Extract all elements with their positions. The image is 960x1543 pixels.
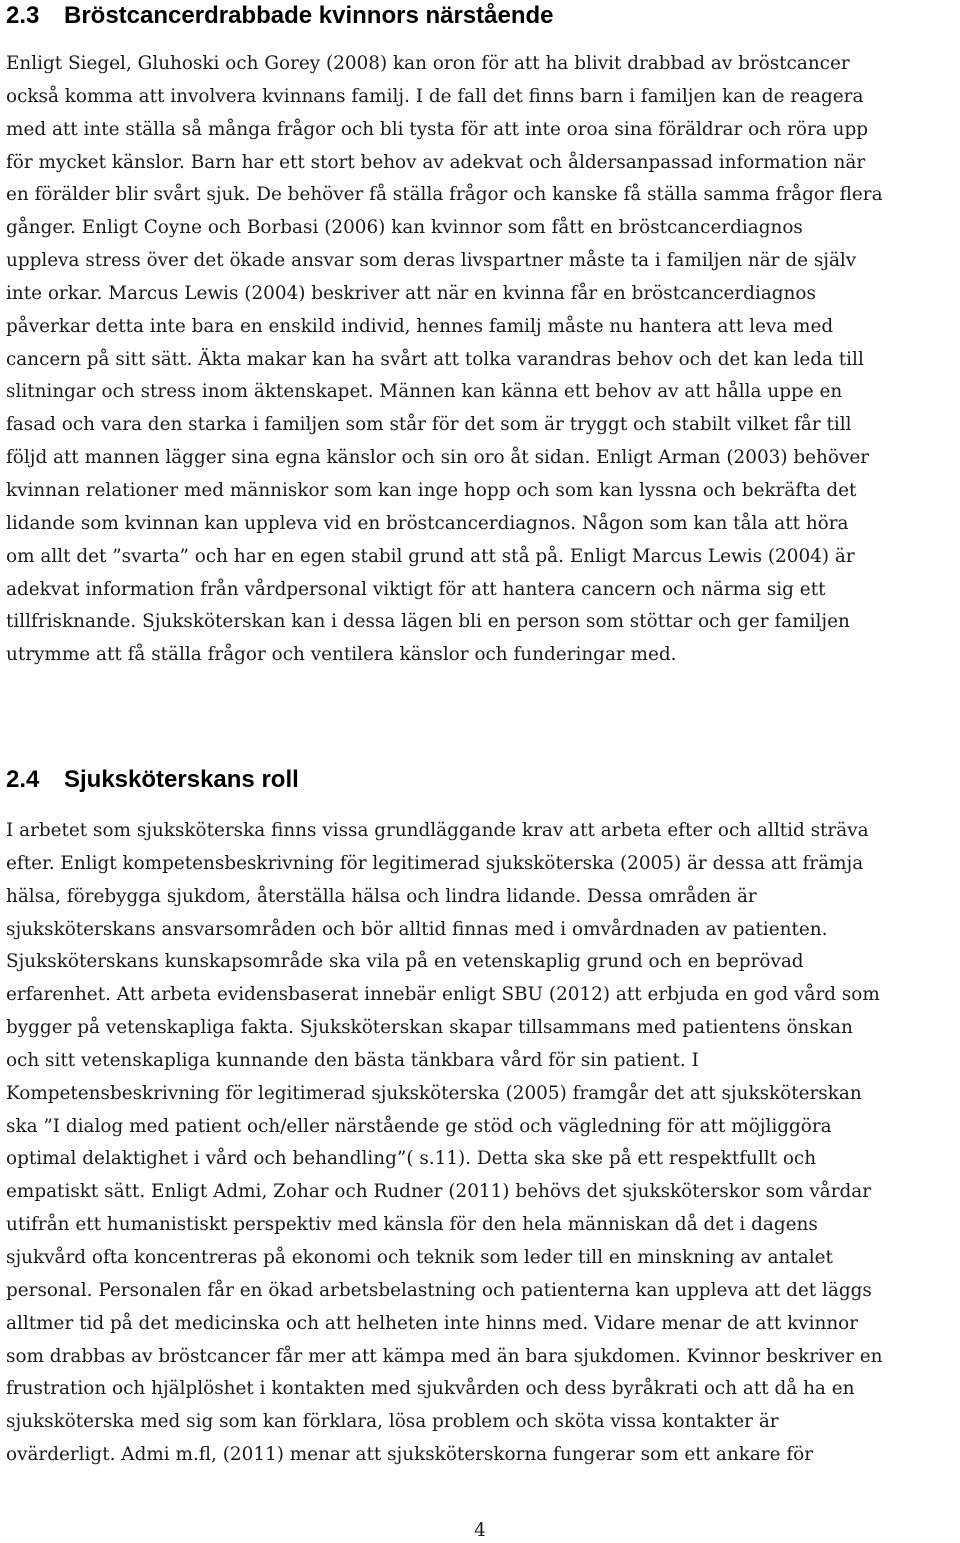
paragraph-line: kvinnan relationer med människor som kan inge hopp och som kan lyssna och bekräfta det — [6, 479, 857, 501]
paragraph-line: Enligt Siegel, Gluhoski och Gorey (2008) kan oron för att ha blivit drabbad av bröstcancer — [6, 53, 850, 74]
paragraph-line: ska ”I dialog med patient och/eller närstående ge stöd och vägledning för att möjliggöra — [6, 1115, 832, 1137]
paragraph-line: om allt det ”svarta” och har en egen stabil grund att stå på. Enligt Marcus Lewis (2004) är — [6, 545, 855, 567]
paragraph-line: lidande som kvinnan kan uppleva vid en bröstcancerdiagnos. Någon som kan tåla att höra — [6, 512, 849, 534]
paragraph-line: också komma att involvera kvinnans familj. I de fall det finns barn i familjen kan de reagera — [6, 85, 864, 107]
paragraph-line: som drabbas av bröstcancer får mer att kämpa med än bara sjukdomen. Kvinnor beskriver en — [6, 1345, 883, 1367]
paragraph-line: cancern på sitt sätt. Äkta makar kan ha svårt att tolka varandras behov och det kan leda till — [6, 348, 864, 370]
section-heading — [6, 764, 299, 796]
paragraph-line: fasad och vara den starka i familjen som står för det som är tryggt och stabilt vilket får till — [6, 414, 852, 436]
paragraph-line: efter. Enligt kompetensbeskrivning för legitimerad sjuksköterska (2005) är dessa att främja — [6, 852, 864, 874]
section-number: 2.4 — [6, 766, 40, 793]
paragraph-line: utrymme att få ställa frågor och ventilera känslor och funderingar med. — [6, 644, 677, 666]
paragraph-line: hälsa, förebygga sjukdom, återställa hälsa och lindra lidande. Dessa områden är — [6, 885, 757, 907]
paragraph-line: alltmer tid på det medicinska och att helheten inte hinns med. Vidare menar de att kvinnor — [6, 1312, 859, 1334]
paragraph-line: frustration och hjälplöshet i kontakten med sjukvården och dess byråkrati och att då ha en — [6, 1378, 855, 1400]
paragraph-line: för mycket känslor. Barn har ett stort behov av adekvat och åldersanpassad information när — [6, 151, 866, 173]
section-title: Sjuksköterskans roll — [64, 766, 299, 793]
section-heading — [6, 0, 554, 32]
page-number: 4 — [474, 1520, 486, 1541]
paragraph-line: Sjuksköterskans kunskapsområde ska vila på en vetenskaplig grund och en beprövad — [6, 951, 804, 973]
paragraph-line: optimal delaktighet i vård och behandling”( s.11). Detta ska ske på ett respektfullt och — [6, 1148, 817, 1170]
paragraph-line: gånger. Enligt Coyne och Borbasi (2006) kan kvinnor som fått en bröstcancerdiagnos — [6, 217, 803, 239]
paragraph-line: utifrån ett humanistiskt perspektiv med känsla för den hela människan då det i dagens — [6, 1214, 818, 1236]
paragraph-line: erfarenhet. Att arbeta evidensbaserat innebär enligt SBU (2012) att erbjuda en god vård som — [6, 984, 880, 1006]
section-number: 2.3 — [6, 2, 40, 29]
section-paragraph — [6, 48, 956, 672]
paragraph-line: adekvat information från vårdpersonal viktigt för att hantera cancern och närma sig ett — [6, 578, 826, 600]
paragraph-line: I arbetet som sjuksköterska finns vissa grundläggande krav att arbeta efter och alltid sträva — [6, 820, 869, 841]
paragraph-line: empatiskt sätt. Enligt Admi, Zohar och Rudner (2011) behövs det sjuksköterskor som vårdar — [6, 1181, 872, 1203]
paragraph-line: sjuksköterskans ansvarsområden och bör alltid finnas med i omvårdnaden av patienten. — [6, 918, 828, 940]
section-title: Bröstcancerdrabbade kvinnors närstående — [64, 2, 554, 29]
paragraph-line: Kompetensbeskrivning för legitimerad sjuksköterska (2005) framgår det att sjuksköterskan — [6, 1082, 862, 1104]
section-paragraph — [6, 815, 956, 1472]
paragraph-line: med att inte ställa så många frågor och bli tysta för att inte oroa sina föräldrar och röra upp — [6, 118, 868, 140]
paragraph-line: sjukvård ofta koncentreras på ekonomi och teknik som leder till en minskning av antalet — [6, 1246, 833, 1268]
paragraph-line: slitningar och stress inom äktenskapet. Männen kan känna ett behov av att hålla uppe en — [6, 381, 843, 403]
paragraph-line: och sitt vetenskapliga kunnande den bästa tänkbara vård för sin patient. I — [6, 1049, 699, 1071]
paragraph-line: uppleva stress över det ökade ansvar som deras livspartner måste ta i familjen när de själv — [6, 250, 857, 272]
paragraph-line: följd att mannen lägger sina egna känslor och sin oro åt sidan. Enligt Arman (2003) behöver — [6, 447, 870, 469]
paragraph-line: bygger på vetenskapliga fakta. Sjuksköterskan skapar tillsammans med patientens önskan — [6, 1017, 853, 1039]
paragraph-line: påverkar detta inte bara en enskild individ, hennes familj måste nu hantera att leva med — [6, 315, 834, 337]
paragraph-line: personal. Personalen får en ökad arbetsbelastning och patienterna kan uppleva att det läggs — [6, 1279, 872, 1301]
paragraph-line: inte orkar. Marcus Lewis (2004) beskriver att när en kvinna får en bröstcancerdiagnos — [6, 282, 816, 304]
paragraph-line: ovärderligt. Admi m.fl, (2011) menar att sjuksköterskorna fungerar som ett ankare för — [6, 1444, 814, 1466]
paragraph-line: tillfrisknande. Sjuksköterskan kan i dessa lägen bli en person som stöttar och ger familjen — [6, 611, 850, 633]
paragraph-line: sjuksköterska med sig som kan förklara, lösa problem och sköta vissa kontakter är — [6, 1411, 779, 1433]
paragraph-line: en förälder blir svårt sjuk. De behöver få ställa frågor och kanske få ställa samma frågor flera — [6, 184, 883, 206]
